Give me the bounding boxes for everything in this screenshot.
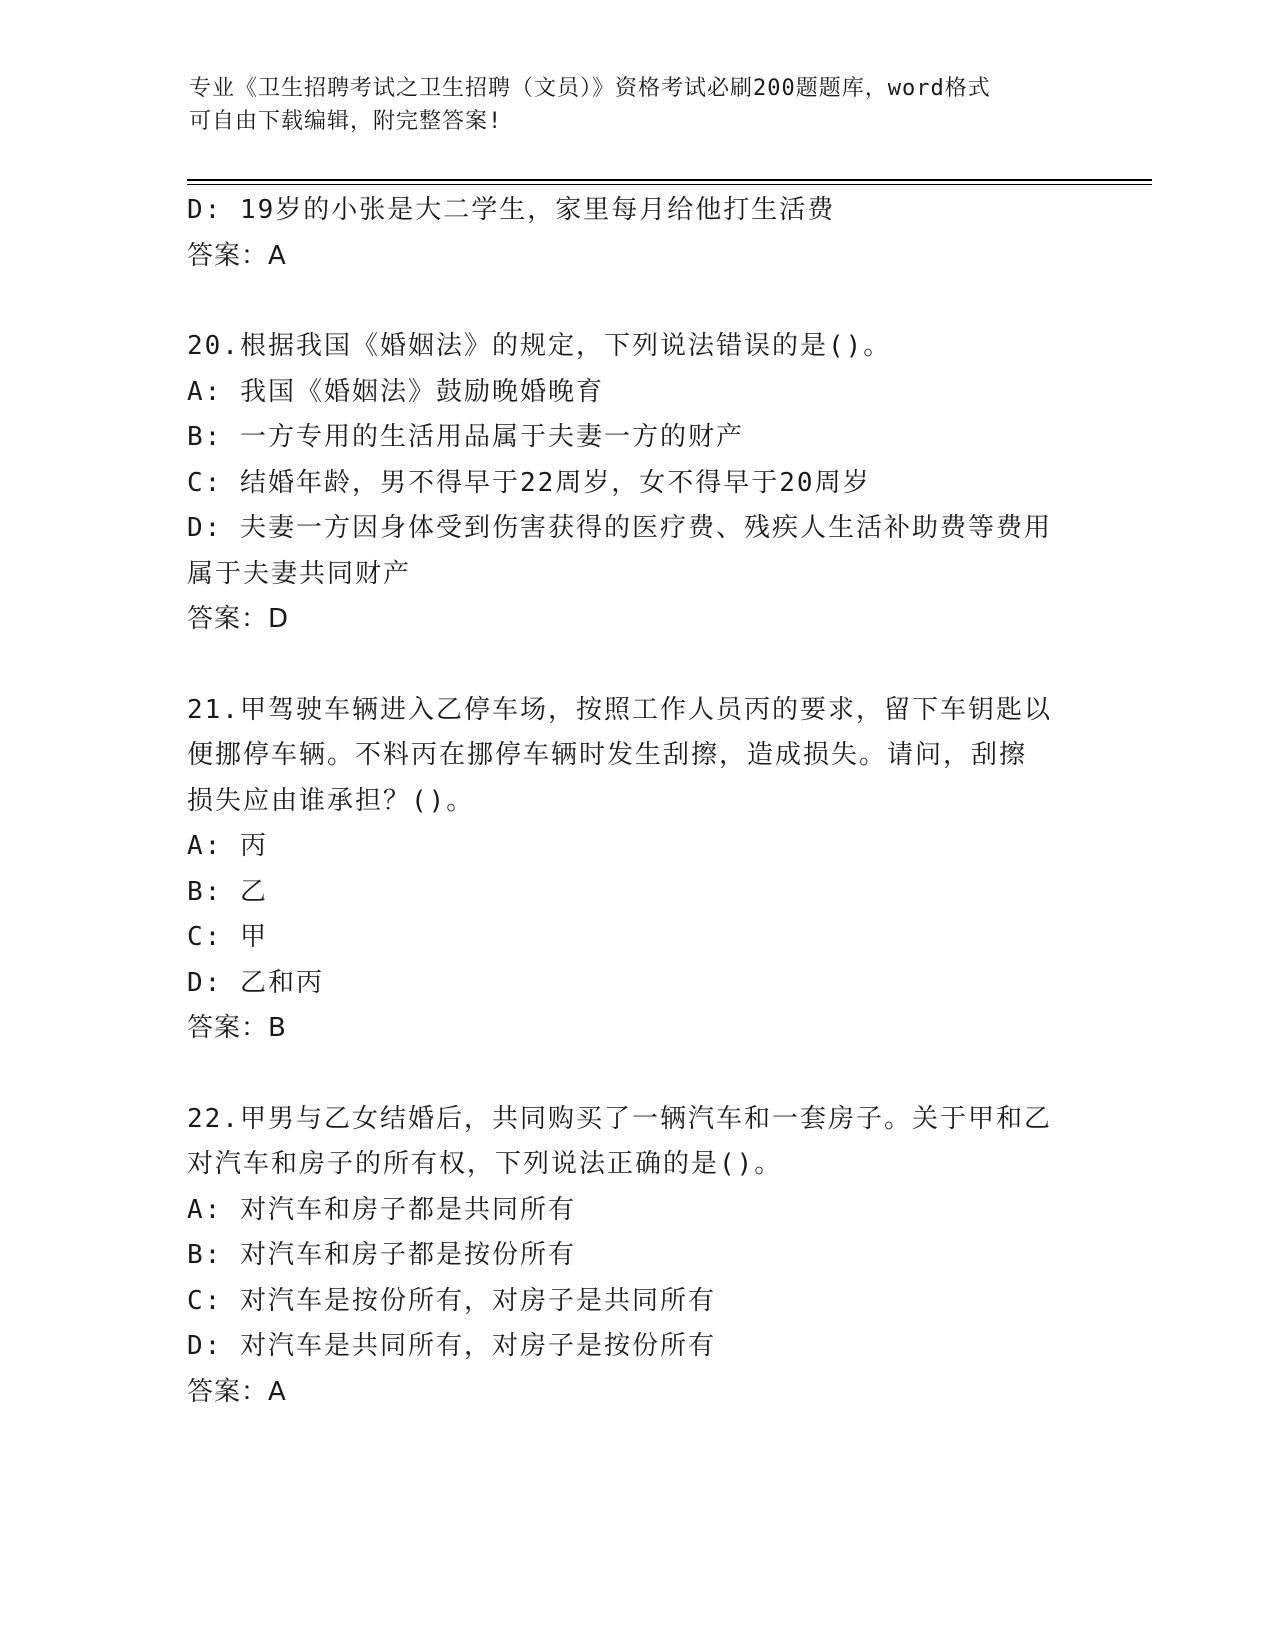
- page-header: [189, 72, 1089, 138]
- option-d: D: 乙和丙: [187, 967, 324, 998]
- question-stem-line-2: 便挪停车辆。不料丙在挪停车辆时发生刮擦，造成损失。请问，刮擦: [187, 740, 1028, 770]
- option-a: A: 我国《婚姻法》鼓励晚婚晚育: [187, 376, 604, 407]
- question-stem-line-2: 对汽车和房子的所有权，下列说法正确的是()。: [187, 1149, 783, 1179]
- option-c: C: 甲: [187, 922, 268, 952]
- header-line-2: 可自由下载编辑，附完整答案!: [189, 109, 503, 134]
- option-b: B: 一方专用的生活用品属于夫妻一方的财产: [187, 422, 744, 452]
- header-divider-bottom: [187, 184, 1152, 185]
- question-stem-line-1: 21.甲驾驶车辆进入乙停车场，按照工作人员丙的要求，留下车钥匙以: [187, 694, 1052, 725]
- option-a: A: 丙: [187, 831, 268, 861]
- answer-line: 答案：B: [187, 1013, 287, 1043]
- answer-line: 答案：A: [187, 1376, 287, 1407]
- spacer: [187, 643, 1087, 688]
- spacer: [187, 279, 1087, 324]
- question-19-continuation: [187, 188, 1087, 279]
- question-stem-line-1: 22.甲男与乙女结婚后，共同购买了一辆汽车和一套房子。关于甲和乙: [187, 1103, 1052, 1134]
- question-22: [187, 1097, 1087, 1416]
- option-c: C: 对汽车是按份所有，对房子是共同所有: [187, 1285, 716, 1316]
- option-d: D: 对汽车是共同所有，对房子是按份所有: [187, 1331, 716, 1361]
- option-a: A: 对汽车和房子都是共同所有: [187, 1194, 576, 1225]
- option-b: B: 对汽车和房子都是按份所有: [187, 1240, 576, 1270]
- question-stem: 20.根据我国《婚姻法》的规定，下列说法错误的是()。: [187, 331, 892, 361]
- header-line-1: 专业《卫生招聘考试之卫生招聘（文员）》资格考试必刷200题题库，word格式: [189, 76, 991, 101]
- question-20: [187, 324, 1087, 643]
- option-d-line-2: 属于夫妻共同财产: [187, 558, 412, 589]
- header-divider-top: [187, 179, 1152, 181]
- option-d: D: 19岁的小张是大二学生，家里每月给他打生活费: [187, 195, 836, 225]
- answer-line: 答案：D: [187, 604, 290, 634]
- option-c: C: 结婚年龄，男不得早于22周岁，女不得早于20周岁: [187, 467, 871, 498]
- answer-line: 答案：A: [187, 240, 287, 271]
- question-21: [187, 688, 1087, 1052]
- option-d-line-1: D: 夫妻一方因身体受到伤害获得的医疗费、残疾人生活补助费等费用: [187, 513, 1052, 543]
- document-body: [187, 188, 1087, 1415]
- spacer: [187, 1052, 1087, 1097]
- question-stem-line-3: 损失应由谁承担？()。: [187, 785, 475, 816]
- option-b: B: 乙: [187, 876, 268, 907]
